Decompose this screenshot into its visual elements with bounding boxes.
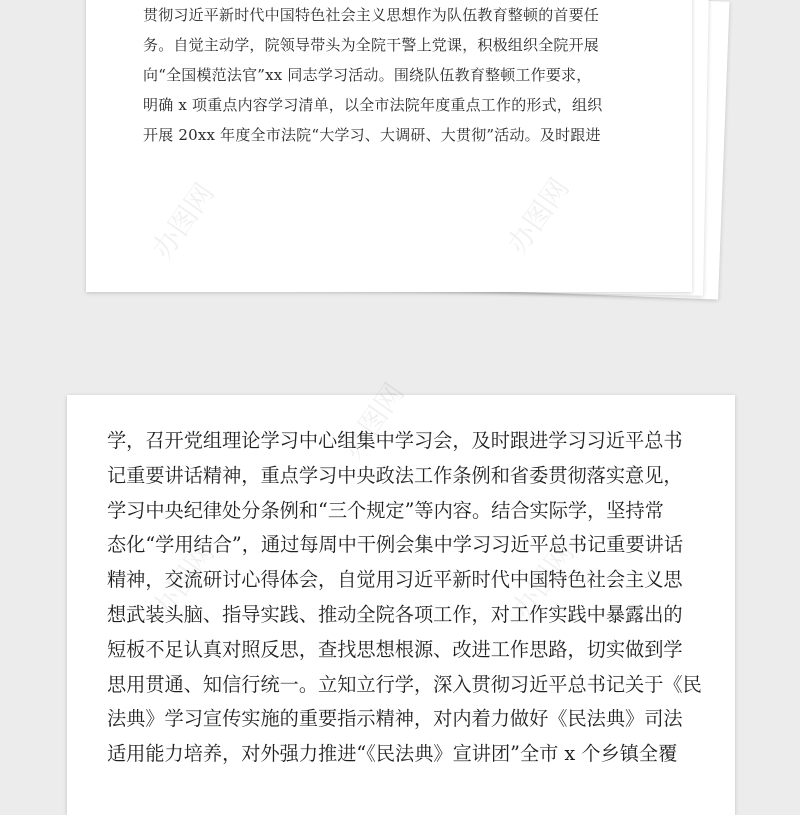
page-2-line: 精神，交流研讨心得体会，自觉用习近平新时代中国特色社会主义思: [107, 568, 683, 592]
page-1-body-text: [143, 0, 665, 150]
page-2-line: 法典》学习宣传实施的重要指示精神，对内着力做好《民法典》司法: [107, 707, 683, 731]
page-2-line: 学习中央纪律处分条例和“三个规定”等内容。结合实际学，坚持常: [107, 498, 664, 522]
page-1-line: 开展 20xx 年度全市法院“大学习、大调研、大贯彻”活动。及时跟进: [143, 126, 601, 144]
page-2-line: 记重要讲话精神，重点学习中央政法工作条例和省委贯彻落实意见，: [107, 463, 683, 487]
page-1-line: 向“全国模范法官”xx 同志学习活动。围绕队伍教育整顿工作要求，: [143, 66, 592, 84]
page-2-line: 态化“学用结合”，通过每周中干例会集中学习习近平总书记重要讲话: [107, 533, 684, 557]
page-1-line: 贯彻习近平新时代中国特色社会主义思想作为队伍教育整顿的首要任: [143, 6, 600, 24]
page-2-line: 想武装头脑、指导实践、推动全院各项工作，对工作实践中暴露出的: [107, 602, 683, 626]
page-1-line: 务。自觉主动学，院领导带头为全院干警上党课，积极组织全院开展: [143, 36, 600, 54]
page-2-line: 适用能力培养，对外强力推进“《民法典》宣讲团”全市 x 个乡镇全覆: [107, 742, 678, 766]
page-2-line: 思用贯通、知信行统一。立知立行学，深入贯彻习近平总书记关于《民: [107, 672, 702, 696]
page-1-line: 明确 x 项重点内容学习清单，以全市法院年度重点工作的形式，组织: [143, 96, 603, 114]
page-2-body-text: [107, 424, 707, 772]
page-2-line: 学，召开党组理论学习中心组集中学习会，及时跟进学习习近平总书: [107, 429, 683, 452]
page-2-line: 短板不足认真对照反思，查找思想根源、改进工作思路，切实做到学: [107, 637, 683, 661]
